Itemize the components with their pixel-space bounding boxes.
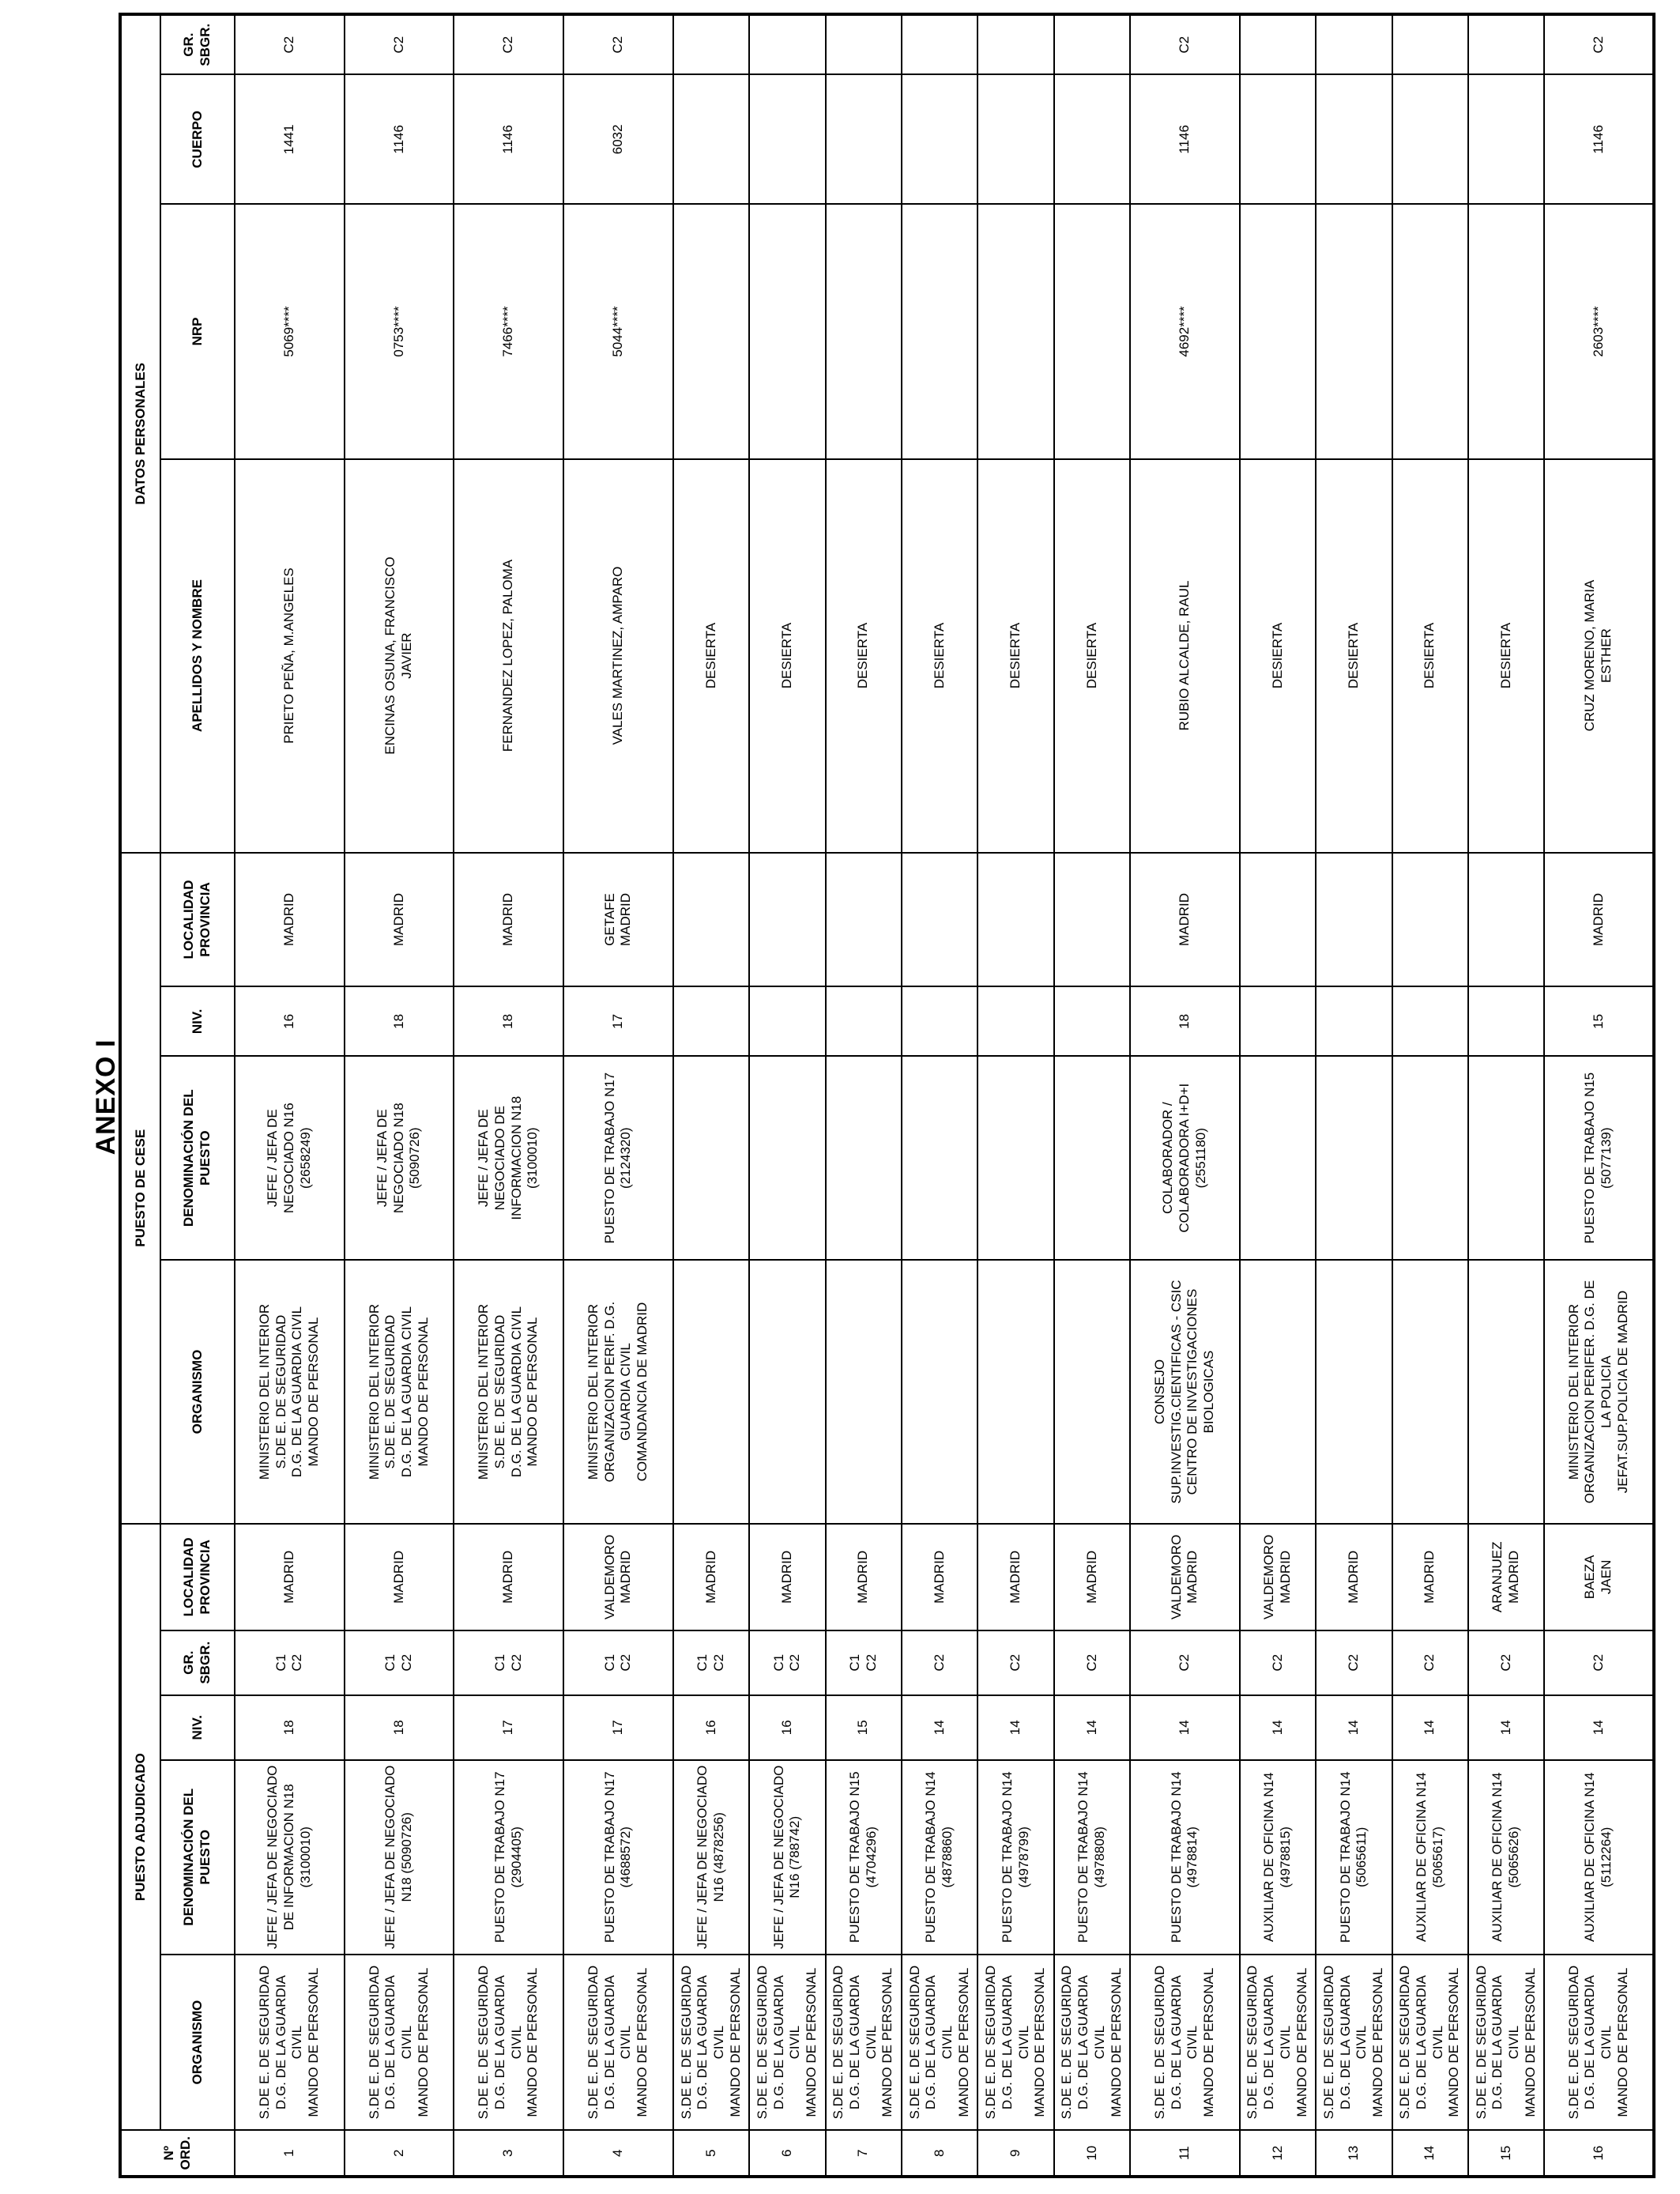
cell-cese-denominacion — [749, 1056, 825, 1260]
cell-adj-localidad: MADRID — [673, 1524, 749, 1630]
cell-adj-niv: 17 — [454, 1695, 563, 1760]
cell-nrp: 4692**** — [1130, 204, 1240, 458]
cell-cese-denominacion: COLABORADOR / COLABORADORA I+D+I (2551180) — [1130, 1056, 1240, 1260]
cell-cese-localidad: MADRID — [1544, 853, 1654, 987]
cell-gr-sbgr — [826, 14, 902, 74]
table-row — [1468, 14, 1544, 2177]
cell-adj-niv: 14 — [1054, 1695, 1130, 1760]
group-header-adjudicado: PUESTO ADJUDICADO — [120, 1524, 160, 2130]
cell-adj-niv: 16 — [749, 1695, 825, 1760]
table-row — [1392, 14, 1468, 2177]
cell-adj-denominacion: PUESTO DE TRABAJO N14 (4978814) — [1130, 1760, 1240, 1955]
cell-adj-niv: 14 — [902, 1695, 977, 1760]
cell-cese-niv: 18 — [454, 986, 563, 1056]
cell-cuerpo — [1468, 74, 1544, 204]
cell-nrp — [1468, 204, 1544, 458]
col-adj-denominacion-header: DENOMINACIÓN DEL PUESTO — [160, 1760, 235, 1955]
cell-cese-niv: 18 — [345, 986, 454, 1056]
cell-adj-localidad: VALDEMORO MADRID — [563, 1524, 673, 1630]
cell-cese-niv — [1468, 986, 1544, 1056]
cell-apellidos-nombre: PRIETO PEÑA, M.ANGELES — [235, 459, 345, 853]
cell-cese-niv — [749, 986, 825, 1056]
cell-cese-niv: 15 — [1544, 986, 1654, 1056]
col-nrp-header: NRP — [160, 204, 235, 458]
cell-cese-organismo: MINISTERIO DEL INTERIOR ORGANIZACION PERIF. D.G. GUARDIA CIVIL COMANDANCIA DE MADRID — [563, 1260, 673, 1524]
cell-adj-niv: 14 — [1544, 1695, 1654, 1760]
cell-gr-sbgr: C2 — [563, 14, 673, 74]
cell-ord: 6 — [749, 2130, 825, 2177]
cell-ord: 8 — [902, 2130, 977, 2177]
cell-cuerpo — [826, 74, 902, 204]
cell-cuerpo — [1392, 74, 1468, 204]
cell-adj-organismo: S.DE E. DE SEGURIDAD D.G. DE LA GUARDIA CIVIL MANDO DE PERSONAL — [454, 1955, 563, 2131]
cell-cese-niv — [977, 986, 1053, 1056]
cell-cese-denominacion — [673, 1056, 749, 1260]
cell-adj-organismo: S.DE E. DE SEGURIDAD D.G. DE LA GUARDIA CIVIL MANDO DE PERSONAL — [826, 1955, 902, 2131]
cell-nrp — [977, 204, 1053, 458]
col-adj-gr-header: GR. SBGR. — [160, 1630, 235, 1695]
cell-adj-denominacion: JEFE / JEFA DE NEGOCIADO N16 (788742) — [749, 1760, 825, 1955]
cell-cese-niv — [902, 986, 977, 1056]
table-row — [749, 14, 825, 2177]
cell-nrp — [1392, 204, 1468, 458]
anexo-table — [119, 13, 1656, 2178]
cell-adj-localidad: VALDEMORO MADRID — [1130, 1524, 1240, 1630]
cell-apellidos-nombre: DESIERTA — [749, 459, 825, 853]
cell-ord: 13 — [1316, 2130, 1392, 2177]
cell-adj-gr: C1 C2 — [454, 1630, 563, 1695]
cell-cese-localidad: MADRID — [1130, 853, 1240, 987]
cell-adj-organismo: S.DE E. DE SEGURIDAD D.G. DE LA GUARDIA CIVIL MANDO DE PERSONAL — [345, 1955, 454, 2131]
cell-adj-gr: C2 — [1468, 1630, 1544, 1695]
cell-cese-organismo: MINISTERIO DEL INTERIOR S.DE E. DE SEGURIDAD D.G. DE LA GUARDIA CIVIL MANDO DE PERSONAL — [454, 1260, 563, 1524]
cell-ord: 1 — [235, 2130, 345, 2177]
cell-cese-denominacion: JEFE / JEFA DE NEGOCIADO DE INFORMACION N18 (3100010) — [454, 1056, 563, 1260]
cell-gr-sbgr — [673, 14, 749, 74]
cell-cese-niv — [1054, 986, 1130, 1056]
cell-cese-organismo — [977, 1260, 1053, 1524]
cell-adj-niv: 18 — [345, 1695, 454, 1760]
cell-adj-organismo: S.DE E. DE SEGURIDAD D.G. DE LA GUARDIA CIVIL MANDO DE PERSONAL — [749, 1955, 825, 2131]
cell-adj-gr: C1 C2 — [345, 1630, 454, 1695]
cell-adj-organismo: S.DE E. DE SEGURIDAD D.G. DE LA GUARDIA CIVIL MANDO DE PERSONAL — [673, 1955, 749, 2131]
cell-adj-organismo: S.DE E. DE SEGURIDAD D.G. DE LA GUARDIA CIVIL MANDO DE PERSONAL — [902, 1955, 977, 2131]
cell-apellidos-nombre: DESIERTA — [1392, 459, 1468, 853]
table-row — [826, 14, 902, 2177]
cell-ord: 3 — [454, 2130, 563, 2177]
cell-adj-niv: 14 — [1130, 1695, 1240, 1760]
cell-ord: 7 — [826, 2130, 902, 2177]
table-row — [1054, 14, 1130, 2177]
col-apellidos-header: APELLIDOS Y NOMBRE — [160, 459, 235, 853]
group-header-personales: DATOS PERSONALES — [120, 14, 160, 853]
cell-cuerpo: 1146 — [454, 74, 563, 204]
cell-cese-denominacion — [1240, 1056, 1316, 1260]
cell-cese-localidad — [1316, 853, 1392, 987]
cell-adj-denominacion: JEFE / JEFA DE NEGOCIADO N18 (5090726) — [345, 1760, 454, 1955]
cell-cese-denominacion: JEFE / JEFA DE NEGOCIADO N16 (2658249) — [235, 1056, 345, 1260]
cell-cese-localidad — [1240, 853, 1316, 987]
cell-cese-localidad — [1054, 853, 1130, 987]
table-row — [1316, 14, 1392, 2177]
table-row — [902, 14, 977, 2177]
cell-apellidos-nombre: DESIERTA — [1240, 459, 1316, 853]
cell-adj-organismo: S.DE E. DE SEGURIDAD D.G. DE LA GUARDIA CIVIL MANDO DE PERSONAL — [1544, 1955, 1654, 2131]
cell-adj-localidad: MADRID — [826, 1524, 902, 1630]
cell-nrp — [1240, 204, 1316, 458]
cell-adj-organismo: S.DE E. DE SEGURIDAD D.G. DE LA GUARDIA CIVIL MANDO DE PERSONAL — [235, 1955, 345, 2131]
cell-adj-gr: C2 — [1130, 1630, 1240, 1695]
cell-cuerpo — [1054, 74, 1130, 204]
cell-cese-localidad — [749, 853, 825, 987]
cell-adj-denominacion: AUXILIAR DE OFICINA N14 (4978815) — [1240, 1760, 1316, 1955]
cell-adj-denominacion: PUESTO DE TRABAJO N14 (4978799) — [977, 1760, 1053, 1955]
cell-adj-localidad: MADRID — [1316, 1524, 1392, 1630]
cell-ord: 11 — [1130, 2130, 1240, 2177]
cell-adj-niv: 14 — [1468, 1695, 1544, 1760]
cell-cese-denominacion — [977, 1056, 1053, 1260]
cell-adj-denominacion: PUESTO DE TRABAJO N15 (4704296) — [826, 1760, 902, 1955]
cell-cuerpo: 1146 — [1544, 74, 1654, 204]
cell-apellidos-nombre: DESIERTA — [977, 459, 1053, 853]
cell-adj-gr: C2 — [1054, 1630, 1130, 1695]
cell-cuerpo: 1146 — [345, 74, 454, 204]
col-ord-header: Nº ORD. — [120, 2130, 235, 2177]
cell-gr-sbgr — [1054, 14, 1130, 74]
table-row — [1240, 14, 1316, 2177]
cell-adj-niv: 14 — [977, 1695, 1053, 1760]
cell-cuerpo: 1146 — [1130, 74, 1240, 204]
cell-adj-denominacion: PUESTO DE TRABAJO N14 (4978808) — [1054, 1760, 1130, 1955]
cell-apellidos-nombre: VALES MARTINEZ, AMPARO — [563, 459, 673, 853]
cell-cuerpo: 6032 — [563, 74, 673, 204]
cell-adj-organismo: S.DE E. DE SEGURIDAD D.G. DE LA GUARDIA CIVIL MANDO DE PERSONAL — [563, 1955, 673, 2131]
cell-nrp: 2603**** — [1544, 204, 1654, 458]
cell-cese-organismo: MINISTERIO DEL INTERIOR ORGANIZACION PERIFER. D.G. DE LA POLICIA JEFAT.SUP.POLICIA DE MADRID — [1544, 1260, 1654, 1524]
cell-cuerpo — [673, 74, 749, 204]
cell-cese-organismo — [673, 1260, 749, 1524]
cell-apellidos-nombre: DESIERTA — [902, 459, 977, 853]
cell-adj-localidad: MADRID — [235, 1524, 345, 1630]
cell-adj-gr: C2 — [1392, 1630, 1468, 1695]
cell-adj-denominacion: JEFE / JEFA DE NEGOCIADO N16 (4878256) — [673, 1760, 749, 1955]
col-cese-organismo-header: ORGANISMO — [160, 1260, 235, 1524]
cell-cese-denominacion: PUESTO DE TRABAJO N17 (2124320) — [563, 1056, 673, 1260]
col-adj-localidad-header: LOCALIDAD PROVINCIA — [160, 1524, 235, 1630]
cell-nrp: 0753**** — [345, 204, 454, 458]
cell-adj-gr: C2 — [902, 1630, 977, 1695]
cell-gr-sbgr — [1240, 14, 1316, 74]
cell-adj-localidad: MADRID — [749, 1524, 825, 1630]
col-gr-header: GR. SBGR. — [160, 14, 235, 74]
cell-adj-denominacion: PUESTO DE TRABAJO N17 (2904405) — [454, 1760, 563, 1955]
cell-gr-sbgr: C2 — [1544, 14, 1654, 74]
cell-adj-gr: C2 — [1240, 1630, 1316, 1695]
cell-adj-niv: 16 — [673, 1695, 749, 1760]
cell-cese-niv — [1316, 986, 1392, 1056]
cell-adj-organismo: S.DE E. DE SEGURIDAD D.G. DE LA GUARDIA CIVIL MANDO DE PERSONAL — [977, 1955, 1053, 2131]
cell-nrp — [1316, 204, 1392, 458]
cell-nrp: 5069**** — [235, 204, 345, 458]
page-title: ANEXO I — [91, 1039, 121, 1155]
cell-adj-gr: C1 C2 — [673, 1630, 749, 1695]
cell-adj-localidad: MADRID — [454, 1524, 563, 1630]
cell-cese-localidad: GETAFE MADRID — [563, 853, 673, 987]
table-row — [673, 14, 749, 2177]
col-cese-denominacion-header: DENOMINACIÓN DEL PUESTO — [160, 1056, 235, 1260]
cell-adj-localidad: ARANJUEZ MADRID — [1468, 1524, 1544, 1630]
group-header-cese: PUESTO DE CESE — [120, 853, 160, 1524]
col-cuerpo-header: CUERPO — [160, 74, 235, 204]
cell-cese-organismo: MINISTERIO DEL INTERIOR S.DE E. DE SEGURIDAD D.G. DE LA GUARDIA CIVIL MANDO DE PERSONAL — [345, 1260, 454, 1524]
table-row — [977, 14, 1053, 2177]
cell-cese-organismo — [1240, 1260, 1316, 1524]
cell-apellidos-nombre: DESIERTA — [826, 459, 902, 853]
col-cese-localidad-header: LOCALIDAD PROVINCIA — [160, 853, 235, 987]
cell-cese-organismo — [902, 1260, 977, 1524]
cell-adj-localidad: MADRID — [1054, 1524, 1130, 1630]
cell-cese-organismo: CONSEJO SUP.INVESTIG.CIENTIFICAS - CSIC CENTRO DE INVESTIGACIONES BIOLOGICAS — [1130, 1260, 1240, 1524]
cell-adj-denominacion: PUESTO DE TRABAJO N17 (4688572) — [563, 1760, 673, 1955]
cell-nrp — [749, 204, 825, 458]
table-row — [345, 14, 454, 2177]
cell-ord: 14 — [1392, 2130, 1468, 2177]
cell-adj-gr: C1 C2 — [563, 1630, 673, 1695]
table-row — [563, 14, 673, 2177]
cell-adj-denominacion: AUXILIAR DE OFICINA N14 (5065626) — [1468, 1760, 1544, 1955]
cell-adj-localidad: MADRID — [345, 1524, 454, 1630]
cell-cese-niv: 17 — [563, 986, 673, 1056]
cell-nrp — [826, 204, 902, 458]
cell-adj-gr: C1 C2 — [235, 1630, 345, 1695]
cell-cuerpo — [1240, 74, 1316, 204]
cell-ord: 12 — [1240, 2130, 1316, 2177]
cell-adj-organismo: S.DE E. DE SEGURIDAD D.G. DE LA GUARDIA CIVIL MANDO DE PERSONAL — [1316, 1955, 1392, 2131]
cell-cese-denominacion — [1054, 1056, 1130, 1260]
cell-adj-organismo: S.DE E. DE SEGURIDAD D.G. DE LA GUARDIA CIVIL MANDO DE PERSONAL — [1240, 1955, 1316, 2131]
cell-ord: 16 — [1544, 2130, 1654, 2177]
cell-cuerpo — [749, 74, 825, 204]
cell-gr-sbgr — [1392, 14, 1468, 74]
cell-adj-gr: C1 C2 — [826, 1630, 902, 1695]
cell-cese-organismo — [1392, 1260, 1468, 1524]
cell-cese-niv — [1392, 986, 1468, 1056]
cell-adj-denominacion: AUXILIAR DE OFICINA N14 (5065617) — [1392, 1760, 1468, 1955]
cell-cese-localidad — [902, 853, 977, 987]
cell-nrp — [902, 204, 977, 458]
cell-gr-sbgr — [977, 14, 1053, 74]
cell-adj-denominacion: PUESTO DE TRABAJO N14 (5065611) — [1316, 1760, 1392, 1955]
table-body — [235, 14, 1654, 2177]
table-row — [235, 14, 345, 2177]
cell-cese-niv — [1240, 986, 1316, 1056]
cell-cese-localidad — [1392, 853, 1468, 987]
cell-cese-organismo — [749, 1260, 825, 1524]
cell-cese-localidad — [826, 853, 902, 987]
cell-gr-sbgr — [902, 14, 977, 74]
cell-cese-localidad — [977, 853, 1053, 987]
cell-adj-gr: C2 — [977, 1630, 1053, 1695]
cell-cese-localidad: MADRID — [345, 853, 454, 987]
cell-cese-organismo — [1468, 1260, 1544, 1524]
cell-adj-niv: 14 — [1316, 1695, 1392, 1760]
cell-cese-denominacion — [902, 1056, 977, 1260]
cell-ord: 2 — [345, 2130, 454, 2177]
cell-gr-sbgr: C2 — [345, 14, 454, 74]
cell-adj-organismo: S.DE E. DE SEGURIDAD D.G. DE LA GUARDIA CIVIL MANDO DE PERSONAL — [1468, 1955, 1544, 2131]
cell-cese-denominacion — [1316, 1056, 1392, 1260]
cell-apellidos-nombre: DESIERTA — [673, 459, 749, 853]
cell-gr-sbgr — [1468, 14, 1544, 74]
cell-apellidos-nombre: DESIERTA — [1316, 459, 1392, 853]
col-adj-organismo-header: ORGANISMO — [160, 1955, 235, 2131]
cell-adj-niv: 18 — [235, 1695, 345, 1760]
cell-cese-niv: 18 — [1130, 986, 1240, 1056]
cell-adj-localidad: BAEZA JAEN — [1544, 1524, 1654, 1630]
cell-cese-denominacion: PUESTO DE TRABAJO N15 (5077139) — [1544, 1056, 1654, 1260]
cell-adj-localidad: MADRID — [902, 1524, 977, 1630]
cell-adj-niv: 17 — [563, 1695, 673, 1760]
col-cese-niv-header: NIV. — [160, 986, 235, 1056]
cell-ord: 15 — [1468, 2130, 1544, 2177]
cell-ord: 5 — [673, 2130, 749, 2177]
cell-nrp: 7466**** — [454, 204, 563, 458]
cell-gr-sbgr: C2 — [235, 14, 345, 74]
cell-adj-localidad: MADRID — [1392, 1524, 1468, 1630]
cell-ord: 4 — [563, 2130, 673, 2177]
cell-cese-denominacion — [826, 1056, 902, 1260]
cell-adj-gr: C1 C2 — [749, 1630, 825, 1695]
cell-cese-organismo — [826, 1260, 902, 1524]
cell-adj-localidad: MADRID — [977, 1524, 1053, 1630]
cell-gr-sbgr — [749, 14, 825, 74]
cell-adj-gr: C2 — [1316, 1630, 1392, 1695]
cell-adj-gr: C2 — [1544, 1630, 1654, 1695]
table-row — [1130, 14, 1240, 2177]
cell-adj-niv: 14 — [1240, 1695, 1316, 1760]
cell-ord: 9 — [977, 2130, 1053, 2177]
cell-nrp: 5044**** — [563, 204, 673, 458]
cell-apellidos-nombre: FERNANDEZ LOPEZ, PALOMA — [454, 459, 563, 853]
cell-apellidos-nombre: DESIERTA — [1468, 459, 1544, 853]
cell-apellidos-nombre: DESIERTA — [1054, 459, 1130, 853]
cell-adj-niv: 15 — [826, 1695, 902, 1760]
cell-cese-niv — [673, 986, 749, 1056]
cell-adj-denominacion: PUESTO DE TRABAJO N14 (4878860) — [902, 1760, 977, 1955]
cell-cese-localidad: MADRID — [235, 853, 345, 987]
cell-gr-sbgr — [1316, 14, 1392, 74]
cell-apellidos-nombre: RUBIO ALCALDE, RAUL — [1130, 459, 1240, 853]
cell-adj-niv: 14 — [1392, 1695, 1468, 1760]
cell-cese-niv — [826, 986, 902, 1056]
cell-nrp — [1054, 204, 1130, 458]
cell-cese-localidad — [1468, 853, 1544, 987]
cell-cese-denominacion — [1392, 1056, 1468, 1260]
cell-apellidos-nombre: CRUZ MORENO, MARIA ESTHER — [1544, 459, 1654, 853]
cell-gr-sbgr: C2 — [454, 14, 563, 74]
cell-cese-localidad: MADRID — [454, 853, 563, 987]
cell-adj-denominacion: AUXILIAR DE OFICINA N14 (5112264) — [1544, 1760, 1654, 1955]
cell-cuerpo — [1316, 74, 1392, 204]
table-row — [454, 14, 563, 2177]
cell-cuerpo — [902, 74, 977, 204]
cell-adj-organismo: S.DE E. DE SEGURIDAD D.G. DE LA GUARDIA CIVIL MANDO DE PERSONAL — [1392, 1955, 1468, 2131]
cell-nrp — [673, 204, 749, 458]
col-adj-niv-header: NIV. — [160, 1695, 235, 1760]
cell-ord: 10 — [1054, 2130, 1130, 2177]
cell-cese-organismo — [1316, 1260, 1392, 1524]
cell-cese-denominacion — [1468, 1056, 1544, 1260]
cell-adj-localidad: VALDEMORO MADRID — [1240, 1524, 1316, 1630]
cell-cese-denominacion: JEFE / JEFA DE NEGOCIADO N18 (5090726) — [345, 1056, 454, 1260]
cell-adj-organismo: S.DE E. DE SEGURIDAD D.G. DE LA GUARDIA CIVIL MANDO DE PERSONAL — [1130, 1955, 1240, 2131]
cell-cuerpo: 1441 — [235, 74, 345, 204]
cell-cuerpo — [977, 74, 1053, 204]
cell-cese-organismo — [1054, 1260, 1130, 1524]
cell-apellidos-nombre: ENCINAS OSUNA, FRANCISCO JAVIER — [345, 459, 454, 853]
cell-gr-sbgr: C2 — [1130, 14, 1240, 74]
cell-cese-niv: 16 — [235, 986, 345, 1056]
cell-cese-organismo: MINISTERIO DEL INTERIOR S.DE E. DE SEGURIDAD D.G. DE LA GUARDIA CIVIL MANDO DE PERSONAL — [235, 1260, 345, 1524]
cell-adj-denominacion: JEFE / JEFA DE NEGOCIADO DE INFORMACION N18 (3100010) — [235, 1760, 345, 1955]
table-row — [1544, 14, 1654, 2177]
cell-cese-localidad — [673, 853, 749, 987]
cell-adj-organismo: S.DE E. DE SEGURIDAD D.G. DE LA GUARDIA CIVIL MANDO DE PERSONAL — [1054, 1955, 1130, 2131]
